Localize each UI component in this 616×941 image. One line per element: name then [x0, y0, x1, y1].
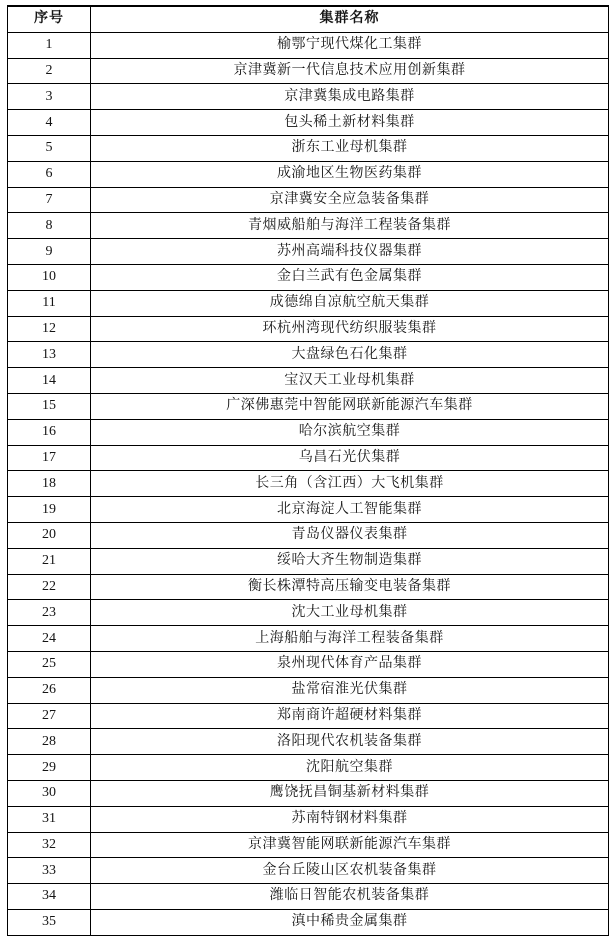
table-row: [8, 548, 609, 574]
row-number-cell: 20: [8, 522, 91, 548]
row-number-cell: 17: [8, 445, 91, 471]
table-row: [8, 264, 609, 290]
table-row: [8, 858, 609, 884]
row-number-cell: 14: [8, 368, 91, 394]
cluster-name-cell: 榆鄂宁现代煤化工集群: [91, 32, 609, 58]
row-number-cell: 35: [8, 909, 91, 935]
table-row: [8, 135, 609, 161]
table-row: [8, 780, 609, 806]
table-row: [8, 342, 609, 368]
row-number-cell: 7: [8, 187, 91, 213]
cluster-name-cell: 沈阳航空集群: [91, 755, 609, 781]
cluster-name-cell: 宝汉天工业母机集群: [91, 368, 609, 394]
table-row: [8, 290, 609, 316]
table-row: [8, 187, 609, 213]
table-row: [8, 445, 609, 471]
table-row: [8, 574, 609, 600]
row-number-cell: 30: [8, 780, 91, 806]
row-number-cell: 31: [8, 806, 91, 832]
table-row: [8, 368, 609, 394]
row-number-cell: 11: [8, 290, 91, 316]
row-number-cell: 9: [8, 239, 91, 265]
cluster-name-cell: 北京海淀人工智能集群: [91, 497, 609, 523]
row-number-cell: 23: [8, 600, 91, 626]
cluster-name-cell: 乌昌石光伏集群: [91, 445, 609, 471]
table-row: [8, 626, 609, 652]
row-number-cell: 5: [8, 135, 91, 161]
cluster-name-cell: 绥哈大齐生物制造集群: [91, 548, 609, 574]
row-number-cell: 26: [8, 677, 91, 703]
table-row: [8, 316, 609, 342]
row-number-cell: 34: [8, 884, 91, 910]
cluster-name-cell: 苏南特钢材料集群: [91, 806, 609, 832]
row-number-cell: 27: [8, 703, 91, 729]
header-serial-number: 序号: [8, 6, 91, 32]
table-row: [8, 909, 609, 935]
table-row: [8, 393, 609, 419]
row-number-cell: 22: [8, 574, 91, 600]
cluster-name-cell: 上海船舶与海洋工程装备集群: [91, 626, 609, 652]
table-row: [8, 84, 609, 110]
table-row: [8, 32, 609, 58]
row-number-cell: 10: [8, 264, 91, 290]
row-number-cell: 19: [8, 497, 91, 523]
cluster-name-cell: 苏州高端科技仪器集群: [91, 239, 609, 265]
row-number-cell: 13: [8, 342, 91, 368]
table-row: [8, 677, 609, 703]
cluster-name-cell: 金白兰武有色金属集群: [91, 264, 609, 290]
cluster-name-cell: 鹰饶抚昌铜基新材料集群: [91, 780, 609, 806]
table-row: [8, 161, 609, 187]
cluster-name-cell: 成渝地区生物医药集群: [91, 161, 609, 187]
cluster-name-cell: 京津冀智能网联新能源汽车集群: [91, 832, 609, 858]
cluster-name-cell: 滇中稀贵金属集群: [91, 909, 609, 935]
table-row: [8, 600, 609, 626]
header-cluster-name: 集群名称: [91, 6, 609, 32]
table-row: [8, 213, 609, 239]
cluster-name-cell: 长三角（含江西）大飞机集群: [91, 471, 609, 497]
cluster-name-cell: 京津冀新一代信息技术应用创新集群: [91, 58, 609, 84]
cluster-name-cell: 京津冀集成电路集群: [91, 84, 609, 110]
table-row: [8, 729, 609, 755]
row-number-cell: 25: [8, 651, 91, 677]
cluster-name-cell: 盐常宿淮光伏集群: [91, 677, 609, 703]
cluster-name-cell: 浙东工业母机集群: [91, 135, 609, 161]
cluster-name-cell: 洛阳现代农机装备集群: [91, 729, 609, 755]
row-number-cell: 21: [8, 548, 91, 574]
row-number-cell: 12: [8, 316, 91, 342]
cluster-name-cell: 泉州现代体育产品集群: [91, 651, 609, 677]
row-number-cell: 16: [8, 419, 91, 445]
row-number-cell: 24: [8, 626, 91, 652]
cluster-name-cell: 青岛仪器仪表集群: [91, 522, 609, 548]
cluster-name-cell: 沈大工业母机集群: [91, 600, 609, 626]
row-number-cell: 15: [8, 393, 91, 419]
table-row: [8, 497, 609, 523]
cluster-name-cell: 大盘绿色石化集群: [91, 342, 609, 368]
cluster-name-cell: 成德绵自凉航空航天集群: [91, 290, 609, 316]
row-number-cell: 1: [8, 32, 91, 58]
table-row: [8, 755, 609, 781]
row-number-cell: 33: [8, 858, 91, 884]
row-number-cell: 29: [8, 755, 91, 781]
table-row: [8, 522, 609, 548]
table-row: [8, 651, 609, 677]
table-row: [8, 239, 609, 265]
cluster-name-cell: 环杭州湾现代纺织服装集群: [91, 316, 609, 342]
row-number-cell: 32: [8, 832, 91, 858]
table-row: [8, 419, 609, 445]
row-number-cell: 2: [8, 58, 91, 84]
row-number-cell: 4: [8, 110, 91, 136]
cluster-name-cell: 哈尔滨航空集群: [91, 419, 609, 445]
cluster-name-cell: 包头稀土新材料集群: [91, 110, 609, 136]
row-number-cell: 6: [8, 161, 91, 187]
cluster-name-cell: 青烟威船舶与海洋工程装备集群: [91, 213, 609, 239]
table-row: [8, 110, 609, 136]
cluster-name-cell: 郑南商许超硬材料集群: [91, 703, 609, 729]
table-row: [8, 806, 609, 832]
cluster-name-cell: 京津冀安全应急装备集群: [91, 187, 609, 213]
table-row: [8, 832, 609, 858]
table-row: [8, 884, 609, 910]
table-row: [8, 703, 609, 729]
cluster-name-cell: 金台丘陵山区农机装备集群: [91, 858, 609, 884]
row-number-cell: 3: [8, 84, 91, 110]
table-row: [8, 471, 609, 497]
row-number-cell: 8: [8, 213, 91, 239]
header-row: [8, 6, 609, 32]
cluster-table: [7, 5, 609, 936]
row-number-cell: 18: [8, 471, 91, 497]
cluster-name-cell: 衡长株潭特高压输变电装备集群: [91, 574, 609, 600]
row-number-cell: 28: [8, 729, 91, 755]
cluster-name-cell: 潍临日智能农机装备集群: [91, 884, 609, 910]
table-body: [8, 32, 609, 935]
cluster-name-cell: 广深佛惠莞中智能网联新能源汽车集群: [91, 393, 609, 419]
table-row: [8, 58, 609, 84]
